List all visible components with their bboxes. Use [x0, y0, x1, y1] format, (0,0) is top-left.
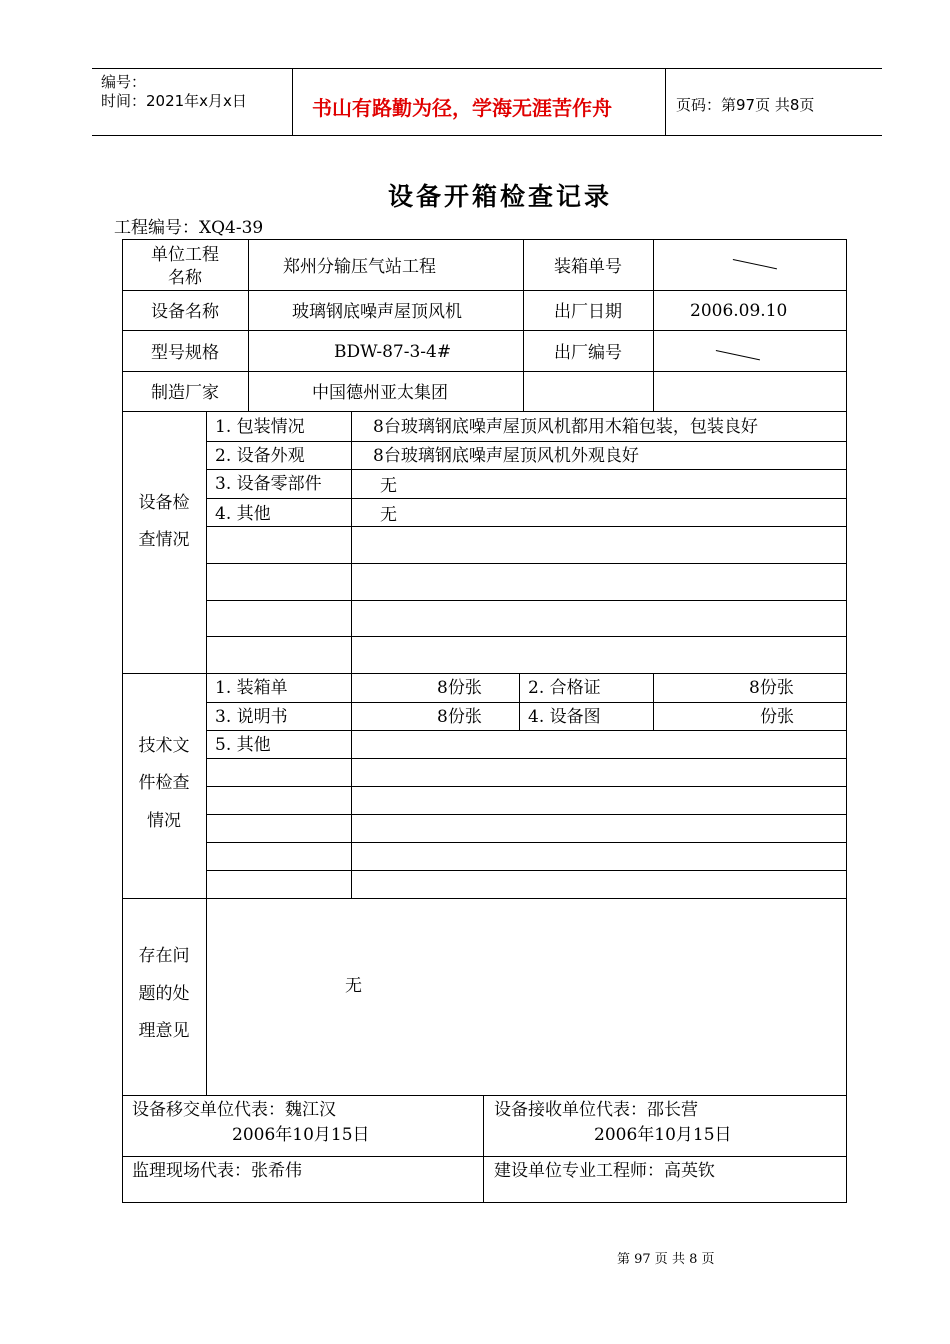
rule	[122, 673, 847, 674]
rule	[122, 898, 847, 899]
header-divider-1	[292, 68, 293, 136]
header-motto: 书山有路勤为径，学海无涯苦作舟	[312, 96, 612, 120]
rule	[122, 371, 847, 372]
packing-no-label: 装箱单号	[554, 257, 622, 277]
rule	[122, 1156, 847, 1157]
empty-slash	[716, 350, 760, 360]
rule	[206, 730, 847, 731]
receiver-rep: 设备接收单位代表：邵长营	[494, 1100, 698, 1120]
equip-name-value: 玻璃钢底噪声屋顶风机	[292, 302, 462, 322]
docs-label-line3: 情况	[147, 811, 181, 831]
rule	[206, 563, 847, 564]
header-divider-2	[665, 68, 666, 136]
packing-list-qty: 8份张	[437, 678, 482, 698]
rule	[206, 758, 847, 759]
rule	[351, 411, 352, 898]
header-number-label: 编号：	[101, 73, 147, 91]
docs-label-line1: 技术文	[138, 736, 190, 756]
table-border-top	[122, 239, 847, 240]
rule	[206, 870, 847, 871]
rule	[653, 239, 654, 412]
model-value: BDW-87-3-4#	[334, 342, 452, 362]
rule	[206, 814, 847, 815]
rule	[206, 842, 847, 843]
inspection-value: 无	[380, 505, 397, 525]
rule	[206, 526, 847, 527]
model-label: 型号规格	[151, 343, 219, 363]
inspection-value: 8台玻璃钢底噪声屋顶风机外观良好	[373, 446, 639, 466]
rule	[653, 673, 654, 731]
factory-date-value: 2006.09.10	[690, 301, 788, 321]
packing-list-label: 1. 装箱单	[215, 678, 288, 698]
rule	[248, 239, 249, 412]
table-border-bottom	[122, 1202, 847, 1203]
inspection-label-line1: 设备检	[138, 493, 190, 513]
inspection-value: 无	[380, 476, 397, 496]
drawing-qty: 份张	[760, 707, 794, 727]
inspection-item: 4. 其他	[215, 504, 271, 524]
manual-qty: 8份张	[437, 707, 482, 727]
unit-label-line1: 单位工程	[151, 245, 219, 265]
project-number: 工程编号：XQ4-39	[114, 218, 264, 238]
unit-label-line2: 名称	[168, 268, 202, 288]
issues-label-line1: 存在问	[138, 946, 190, 966]
rule	[206, 469, 847, 470]
other-docs-label: 5. 其他	[215, 735, 271, 755]
manual-label: 3. 说明书	[215, 707, 288, 727]
rule	[483, 1095, 484, 1203]
rule	[122, 330, 847, 331]
maker-label: 制造厂家	[151, 383, 219, 403]
inspection-item: 3. 设备零部件	[215, 474, 322, 494]
issues-value: 无	[345, 976, 362, 996]
factory-no-label: 出厂编号	[554, 343, 622, 363]
rule	[206, 498, 847, 499]
handover-date: 2006年10月15日	[232, 1125, 370, 1145]
equip-name-label: 设备名称	[151, 302, 219, 322]
header-top-rule	[92, 68, 882, 69]
header-time-label: 时间：2021年x月x日	[101, 92, 247, 110]
rule	[122, 290, 847, 291]
rule	[206, 702, 847, 703]
rule	[206, 600, 847, 601]
docs-label-line2: 件检查	[138, 773, 190, 793]
certificate-label: 2. 合格证	[528, 678, 601, 698]
table-border-right	[846, 239, 847, 1203]
rule	[206, 636, 847, 637]
inspection-item: 1. 包装情况	[215, 417, 305, 437]
header-bottom-rule	[92, 135, 882, 136]
certificate-qty: 8份张	[749, 678, 794, 698]
rule	[206, 898, 207, 1095]
maker-value: 中国德州亚太集团	[312, 383, 448, 403]
receiver-date: 2006年10月15日	[594, 1125, 732, 1145]
supervisor-rep: 监理现场代表：张希伟	[132, 1161, 302, 1181]
inspection-value: 8台玻璃钢底噪声屋顶风机都用木箱包装，包装良好	[373, 417, 758, 437]
rule	[206, 786, 847, 787]
inspection-item: 2. 设备外观	[215, 446, 305, 466]
page-footer: 第 97 页 共 8 页	[617, 1252, 715, 1267]
drawing-label: 4. 设备图	[528, 707, 601, 727]
issues-label-line3: 理意见	[138, 1021, 190, 1041]
rule	[122, 1095, 847, 1096]
issues-label-line2: 题的处	[138, 984, 190, 1004]
inspection-label-line2: 查情况	[138, 530, 190, 550]
owner-engineer: 建设单位专业工程师：高英钦	[494, 1161, 715, 1181]
rule	[206, 411, 207, 898]
page-title: 设备开箱检查记录	[387, 182, 612, 211]
rule	[206, 441, 847, 442]
rule	[122, 411, 847, 412]
header-page-label: 页码：第97页 共8页	[676, 96, 815, 114]
rule	[519, 673, 520, 731]
empty-slash	[733, 259, 777, 269]
handover-rep: 设备移交单位代表：魏江汉	[132, 1100, 336, 1120]
factory-date-label: 出厂日期	[554, 302, 622, 322]
unit-value: 郑州分输压气站工程	[283, 257, 436, 277]
